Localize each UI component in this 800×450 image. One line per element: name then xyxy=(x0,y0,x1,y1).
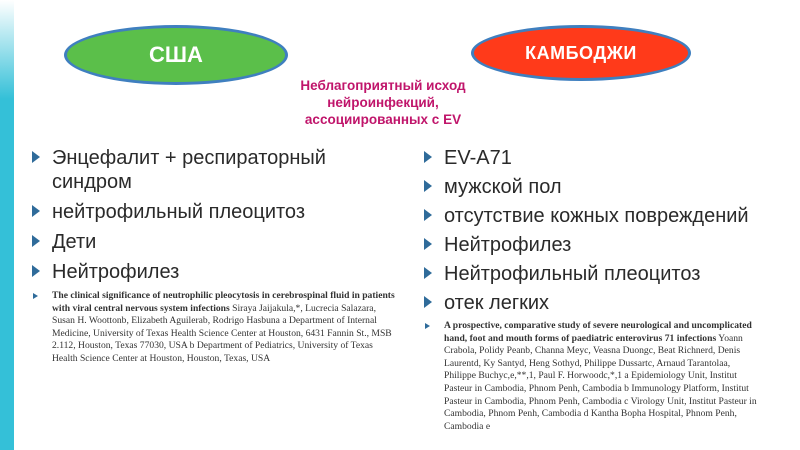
left-accent-stripe xyxy=(0,0,14,450)
list-item: EV-A71 xyxy=(422,146,762,170)
reference-body: Siraya Jaijakula,*, Lucrecia Salazara, Susan H. Woottonb, Elizabeth Aguilerab, Rodrigo Hasbuna a Department of Internal Medicine, University of Texas Health Science Center at Houston, 6431 Fannin St., MSB 2.112, Houston, Texas 77030, USA b Department of Pediatrics, University of Texas Health Science Center at Houston, Houston, Texas, USA xyxy=(52,302,392,364)
cambodia-reference xyxy=(422,320,762,433)
triangle-bullet-icon xyxy=(424,267,432,279)
triangle-bullet-icon xyxy=(32,151,40,163)
heading-line-3: ассоциированных с EV xyxy=(304,112,462,127)
triangle-bullet-icon xyxy=(424,151,432,163)
triangle-bullet-icon xyxy=(424,296,432,308)
usa-label: США xyxy=(149,42,203,67)
cambodia-label: КАМБОДЖИ xyxy=(525,42,637,63)
triangle-bullet-icon xyxy=(425,323,430,329)
reference-title: The clinical significance of neutrophilic pleocytosis in cerebrospinal fluid in patients with viral central nervous system infections xyxy=(52,290,395,314)
triangle-bullet-icon xyxy=(32,235,40,247)
cambodia-column xyxy=(422,146,762,433)
reference-body: Yoann Crabola, Polidy Peanb, Channa Meyc, Veasna Duongc, Beat Richnerd, Denis Laurentd, Ky Santyd, Heng Sothyd, Philippe Dussartc, Arnaud Tarantolaa, Philippe Buchyc,e,**,1, Paul F. Horwoodc,*,1 a Epidemiology Unit, Institut Pasteur in Cambodia, Phnom Penh, Cambodia b Immunology Platform, Institut Pasteur in Cambodia, Phnom Penh, Cambodia c Virology Unit, Institut Pasteur in Cambodia, Phnom Penh, Cambodia d Kantha Bopha Hospital, Phnom Penh, Cambodia e xyxy=(444,332,757,432)
list-item: Нейтрофилез xyxy=(30,260,400,284)
list-item: мужской пол xyxy=(422,175,762,199)
list-item: Дети xyxy=(30,230,400,254)
triangle-bullet-icon xyxy=(424,209,432,221)
slide-heading xyxy=(270,77,496,128)
heading-line-2: нейроинфекций, xyxy=(327,95,439,110)
usa-oval xyxy=(64,25,288,85)
reference-title: A prospective, comparative study of severe neurological and uncomplicated hand, foot and mouth forms of paediatric enterovirus 71 infections xyxy=(444,320,752,344)
list-item: Нейтрофилез xyxy=(422,233,762,257)
usa-reference xyxy=(30,290,400,366)
cambodia-oval xyxy=(471,25,691,81)
triangle-bullet-icon xyxy=(424,238,432,250)
list-item: отсутствие кожных повреждений xyxy=(422,204,762,228)
cambodia-findings-list xyxy=(422,146,762,315)
list-item: отек легких xyxy=(422,291,762,315)
list-item: Нейтрофильный плеоцитоз xyxy=(422,262,762,286)
usa-column xyxy=(30,146,400,366)
triangle-bullet-icon xyxy=(32,205,40,217)
triangle-bullet-icon xyxy=(424,180,432,192)
heading-line-1: Неблагоприятный исход xyxy=(300,78,466,93)
usa-findings-list xyxy=(30,146,400,284)
triangle-bullet-icon xyxy=(33,293,38,299)
triangle-bullet-icon xyxy=(32,265,40,277)
list-item: Энцефалит + респираторный синдром xyxy=(30,146,400,194)
list-item: нейтрофильный плеоцитоз xyxy=(30,200,400,224)
